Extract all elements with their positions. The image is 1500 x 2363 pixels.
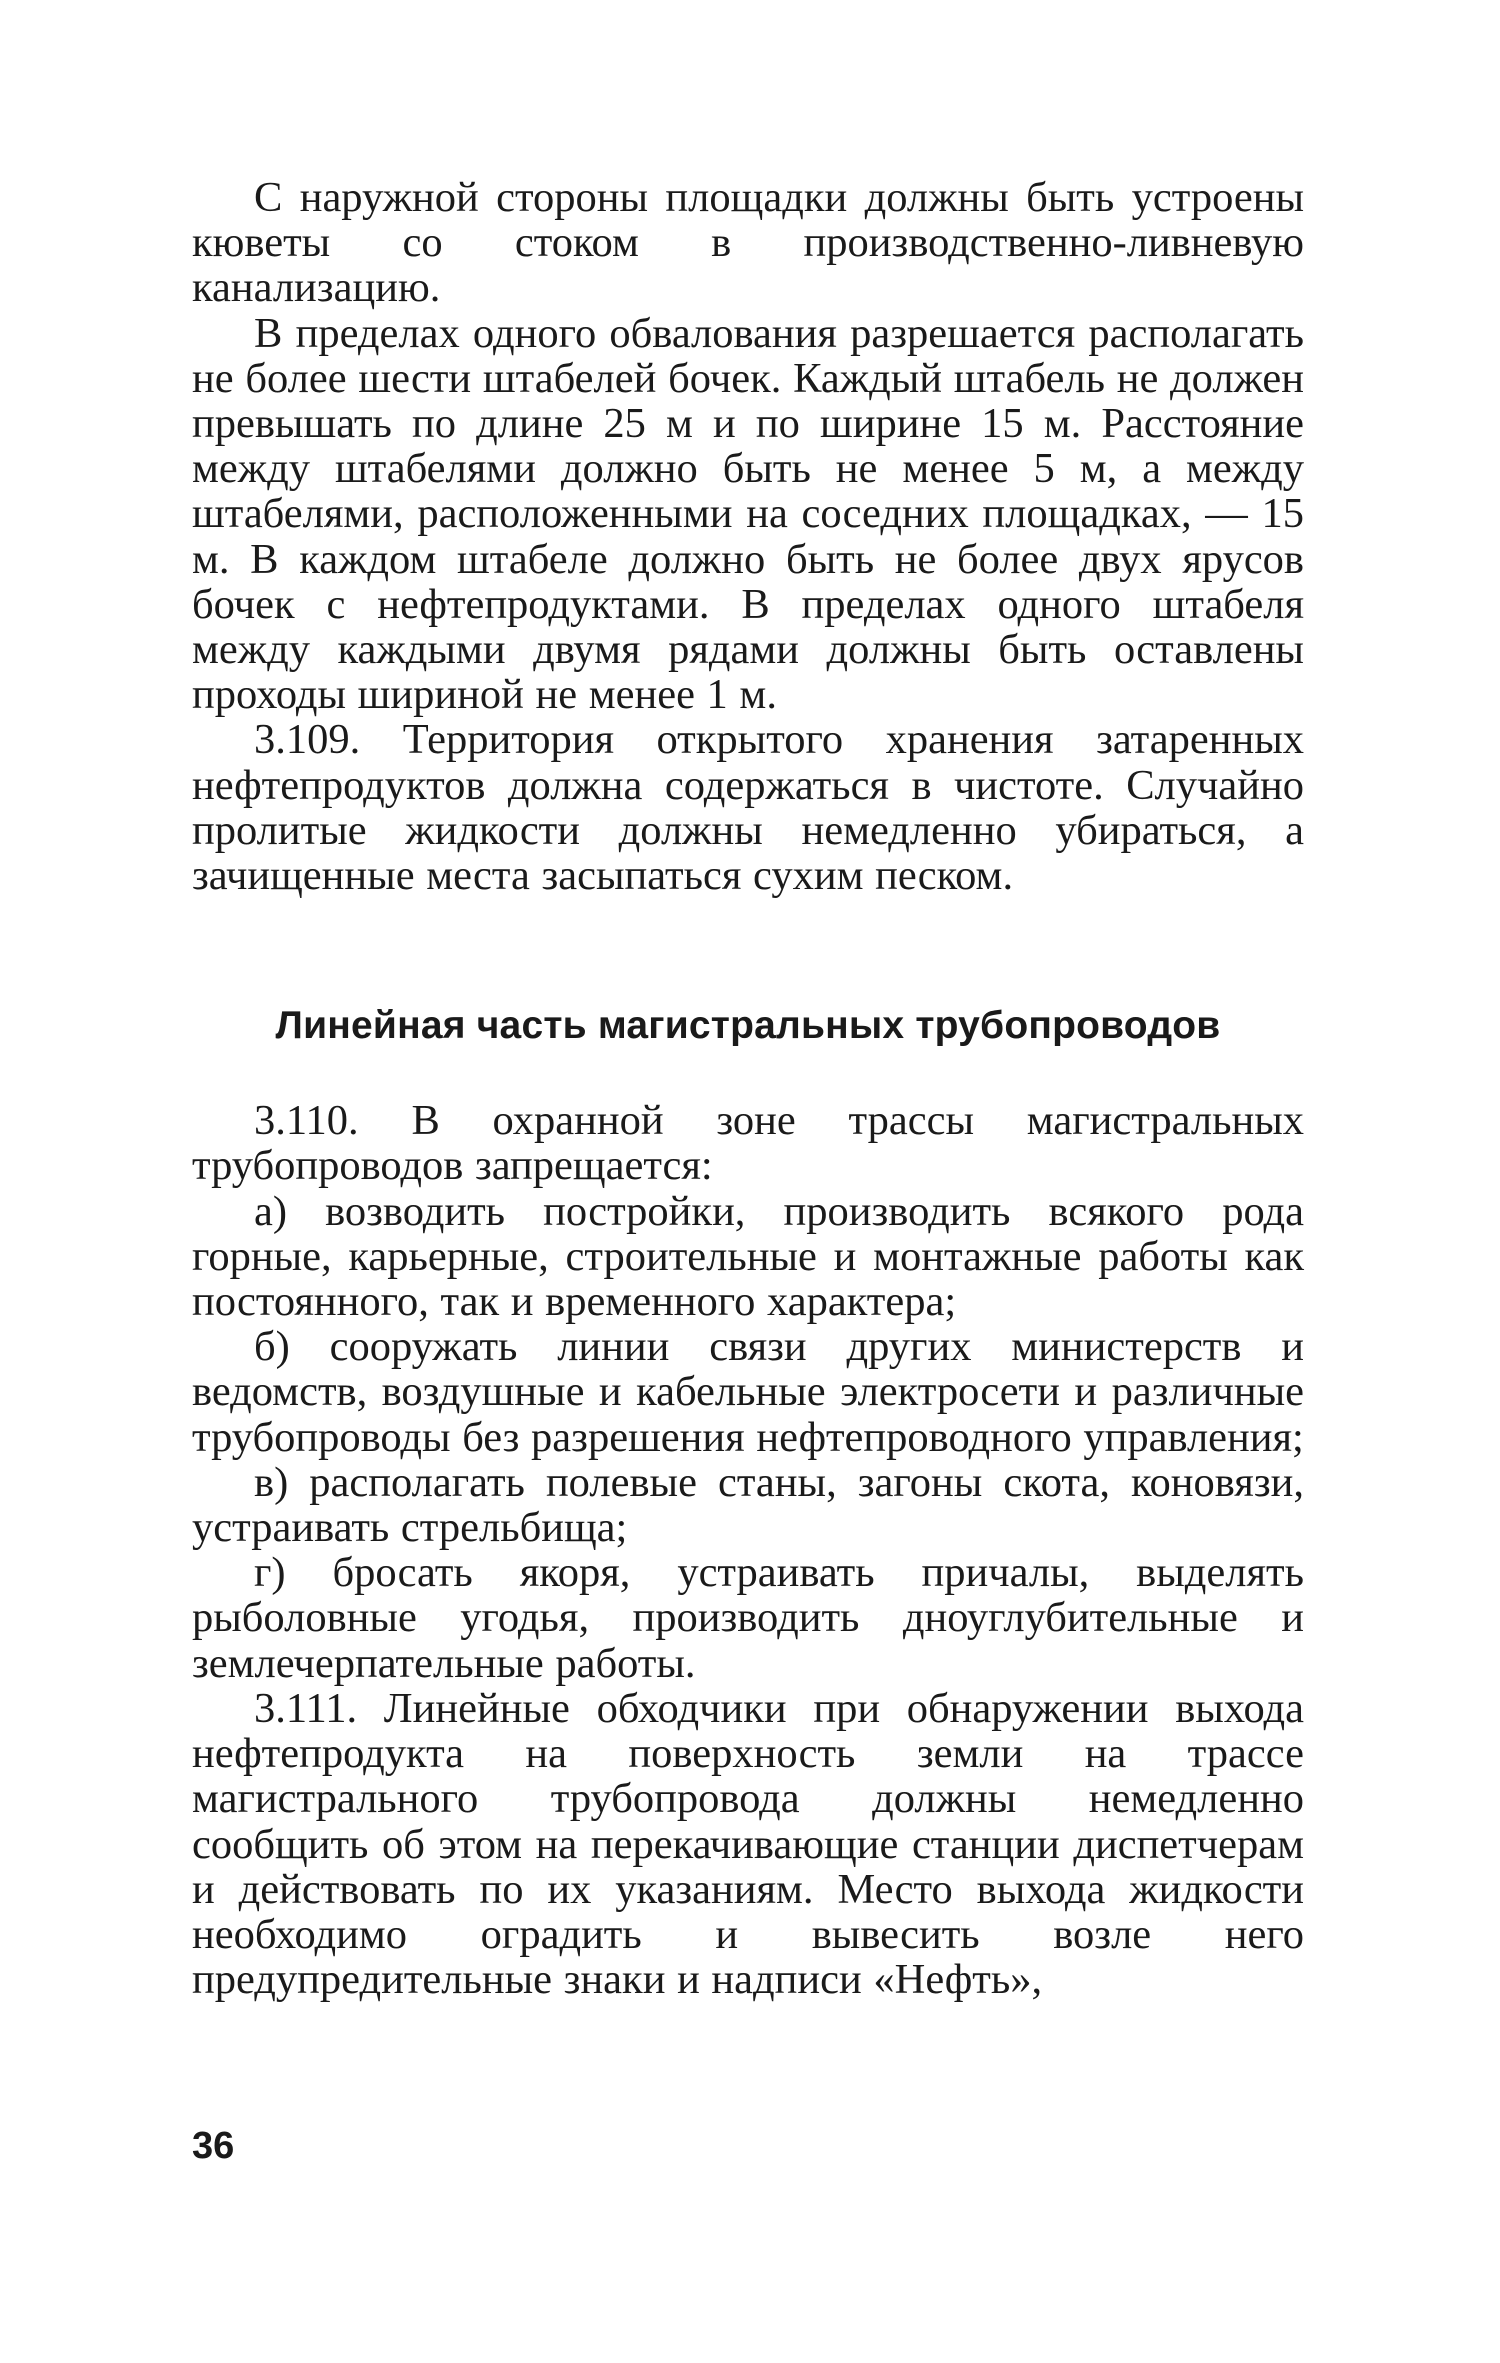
paragraph-drainage: С наружной стороны площадки должны быть устроены кюветы со стоком в производственно-ливневую канализацию. bbox=[192, 174, 1304, 312]
section-heading: Линейная часть магистральных трубопроводов bbox=[275, 1004, 1221, 1048]
list-item-a: а) возводить постройки, производить всякого рода горные, карьерные, строительные и монтажные работы как постоянного, так и временного характера; bbox=[192, 1187, 1304, 1326]
paragraph-3-109: 3.109. Территория открытого хранения затаренных нефтепродуктов должна содержаться в чистоте. Случайно пролитые жидкости должны немедленно убираться, а зачищенные места засыпаться сухим песком. bbox=[192, 716, 1304, 900]
paragraph-3-110: 3.110. В охранной зоне трассы магистральных трубопроводов запрещается: bbox=[192, 1097, 1304, 1190]
paragraph-3-111: 3.111. Линейные обходчики при обнаружении выхода нефтепродукта на поверхность земли на трассе магистрального трубопровода должны немедленно сообщить об этом на перекачивающие станции диспетчерам и действовать по их указаниям. Место выхода жидкости необходимо оградить и вывесить возле него предупредительные знаки и надписи «Нефть», bbox=[192, 1684, 1304, 2004]
list-item-g: г) бросать якоря, устраивать причалы, выделять рыболовные угодья, производить дноуглубительные и землечерпательные работы. bbox=[192, 1549, 1304, 1687]
page-body bbox=[192, 175, 1304, 2002]
list-item-b: б) сооружать линии связи других министерств и ведомств, воздушные и кабельные электросети и различные трубопроводы без разрешения нефтепроводного управления; bbox=[192, 1323, 1304, 1461]
list-item-v: в) располагать полевые станы, загоны скота, коновязи, устраивать стрельбища; bbox=[192, 1458, 1304, 1552]
paragraph-barrel-stacks: В пределах одного обвалования разрешается располагать не более шести штабелей бочек. Каждый штабель не должен превышать по длине 25 м и по ширине 15 м. Расстояние между штабелями должно быть не менее 5 м, а между штабелями, расположенными на соседних площадках, — 15 м. В каждом штабеле должно быть не более двух ярусов бочек с нефтепродуктами. В пределах одного штабеля между каждыми двумя рядами должны быть оставлены проходы шириной не менее 1 м. bbox=[192, 309, 1304, 719]
page-number: 36 bbox=[192, 2125, 235, 2167]
